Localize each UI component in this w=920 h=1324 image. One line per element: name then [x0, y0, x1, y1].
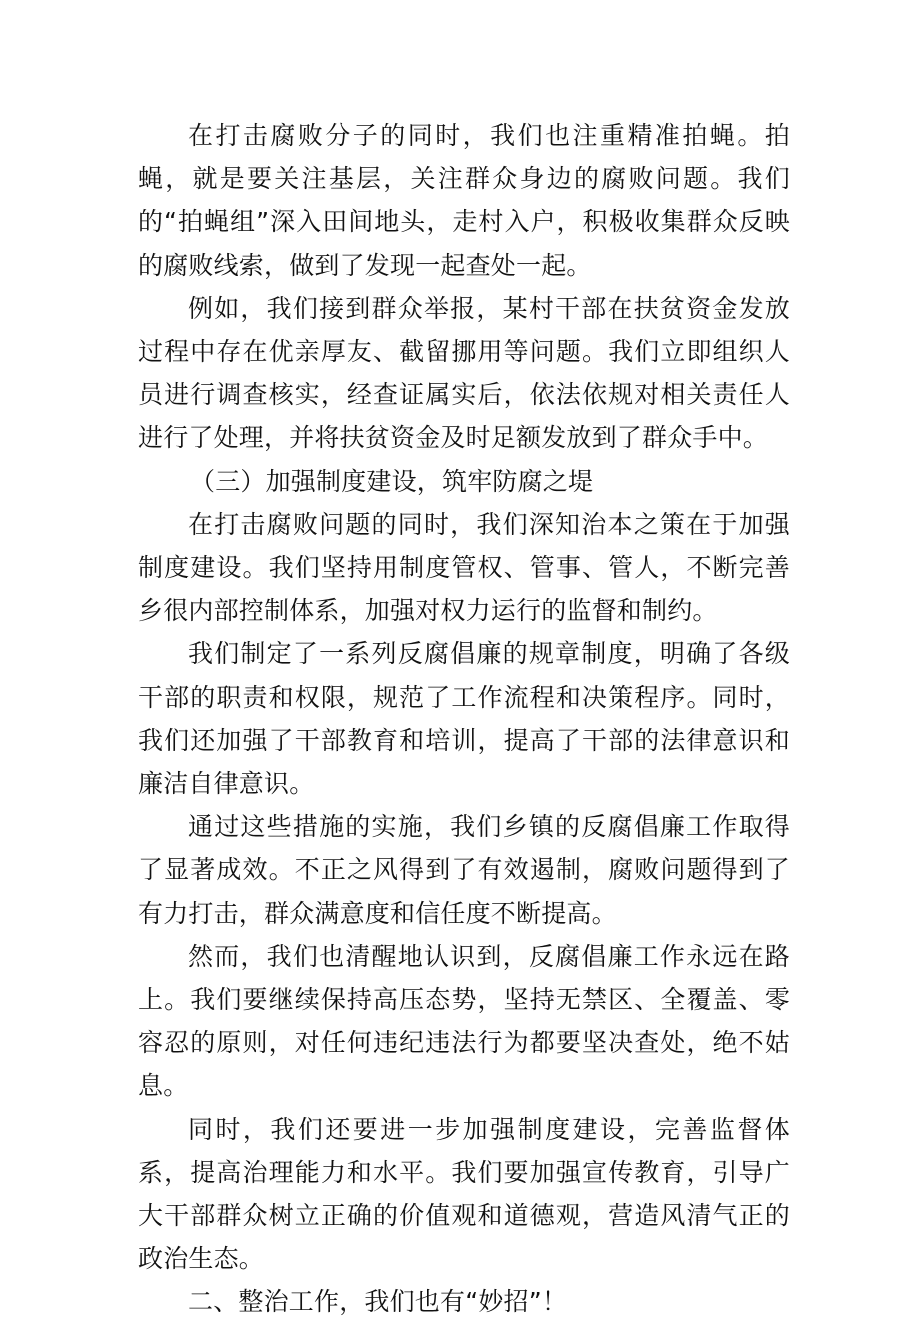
- document-body: [138, 114, 790, 1324]
- section-heading-rectification: 二、整治工作，我们也有“妙招”！: [188, 1287, 568, 1317]
- paragraph-future-plans: 同时，我们还要进一步加强制度建设，完善监督体系，提高治理能力和水平。我们要加强宣传教育，引导广大干部群众树立正确的价值观和道德观，营造风清气正的政治生态。: [138, 1114, 790, 1274]
- section-heading-system-building: （三）加强制度建设，筑牢防腐之堤: [190, 466, 594, 496]
- paragraph-example-case: 例如，我们接到群众举报，某村干部在扶贫资金发放过程中存在优亲厚友、截留挪用等问题。我们立即组织人员进行调查核实，经查证属实后，依法依规对相关责任人进行了处理，并将扶贫资金及时足额发放到了群众手中。: [138, 293, 790, 453]
- paragraph-ongoing-effort: 然而，我们也清醒地认识到，反腐倡廉工作永远在路上。我们要继续保持高压态势，坚持无禁区、全覆盖、零容忍的原则，对任何违纪违法行为都要坚决查处，绝不姑息。: [138, 941, 790, 1101]
- paragraph-regulations: 我们制定了一系列反腐倡廉的规章制度，明确了各级干部的职责和权限，规范了工作流程和决策程序。同时，我们还加强了干部教育和培训，提高了干部的法律意识和廉洁自律意识。: [138, 639, 790, 799]
- paragraph-results: 通过这些措施的实施，我们乡镇的反腐倡廉工作取得了显著成效。不正之风得到了有效遏制，腐败问题得到了有力打击，群众满意度和信任度不断提高。: [138, 812, 790, 928]
- paragraph-fly-swatting: 在打击腐败分子的同时，我们也注重精准拍蝇。拍蝇，就是要关注基层，关注群众身边的腐败问题。我们的“拍蝇组”深入田间地头，走村入户，积极收集群众反映的腐败线索，做到了发现一起查处一起。: [138, 121, 790, 280]
- paragraph-system-building: 在打击腐败问题的同时，我们深知治本之策在于加强制度建设。我们坚持用制度管权、管事、管人，不断完善乡很内部控制体系，加强对权力运行的监督和制约。: [138, 509, 790, 626]
